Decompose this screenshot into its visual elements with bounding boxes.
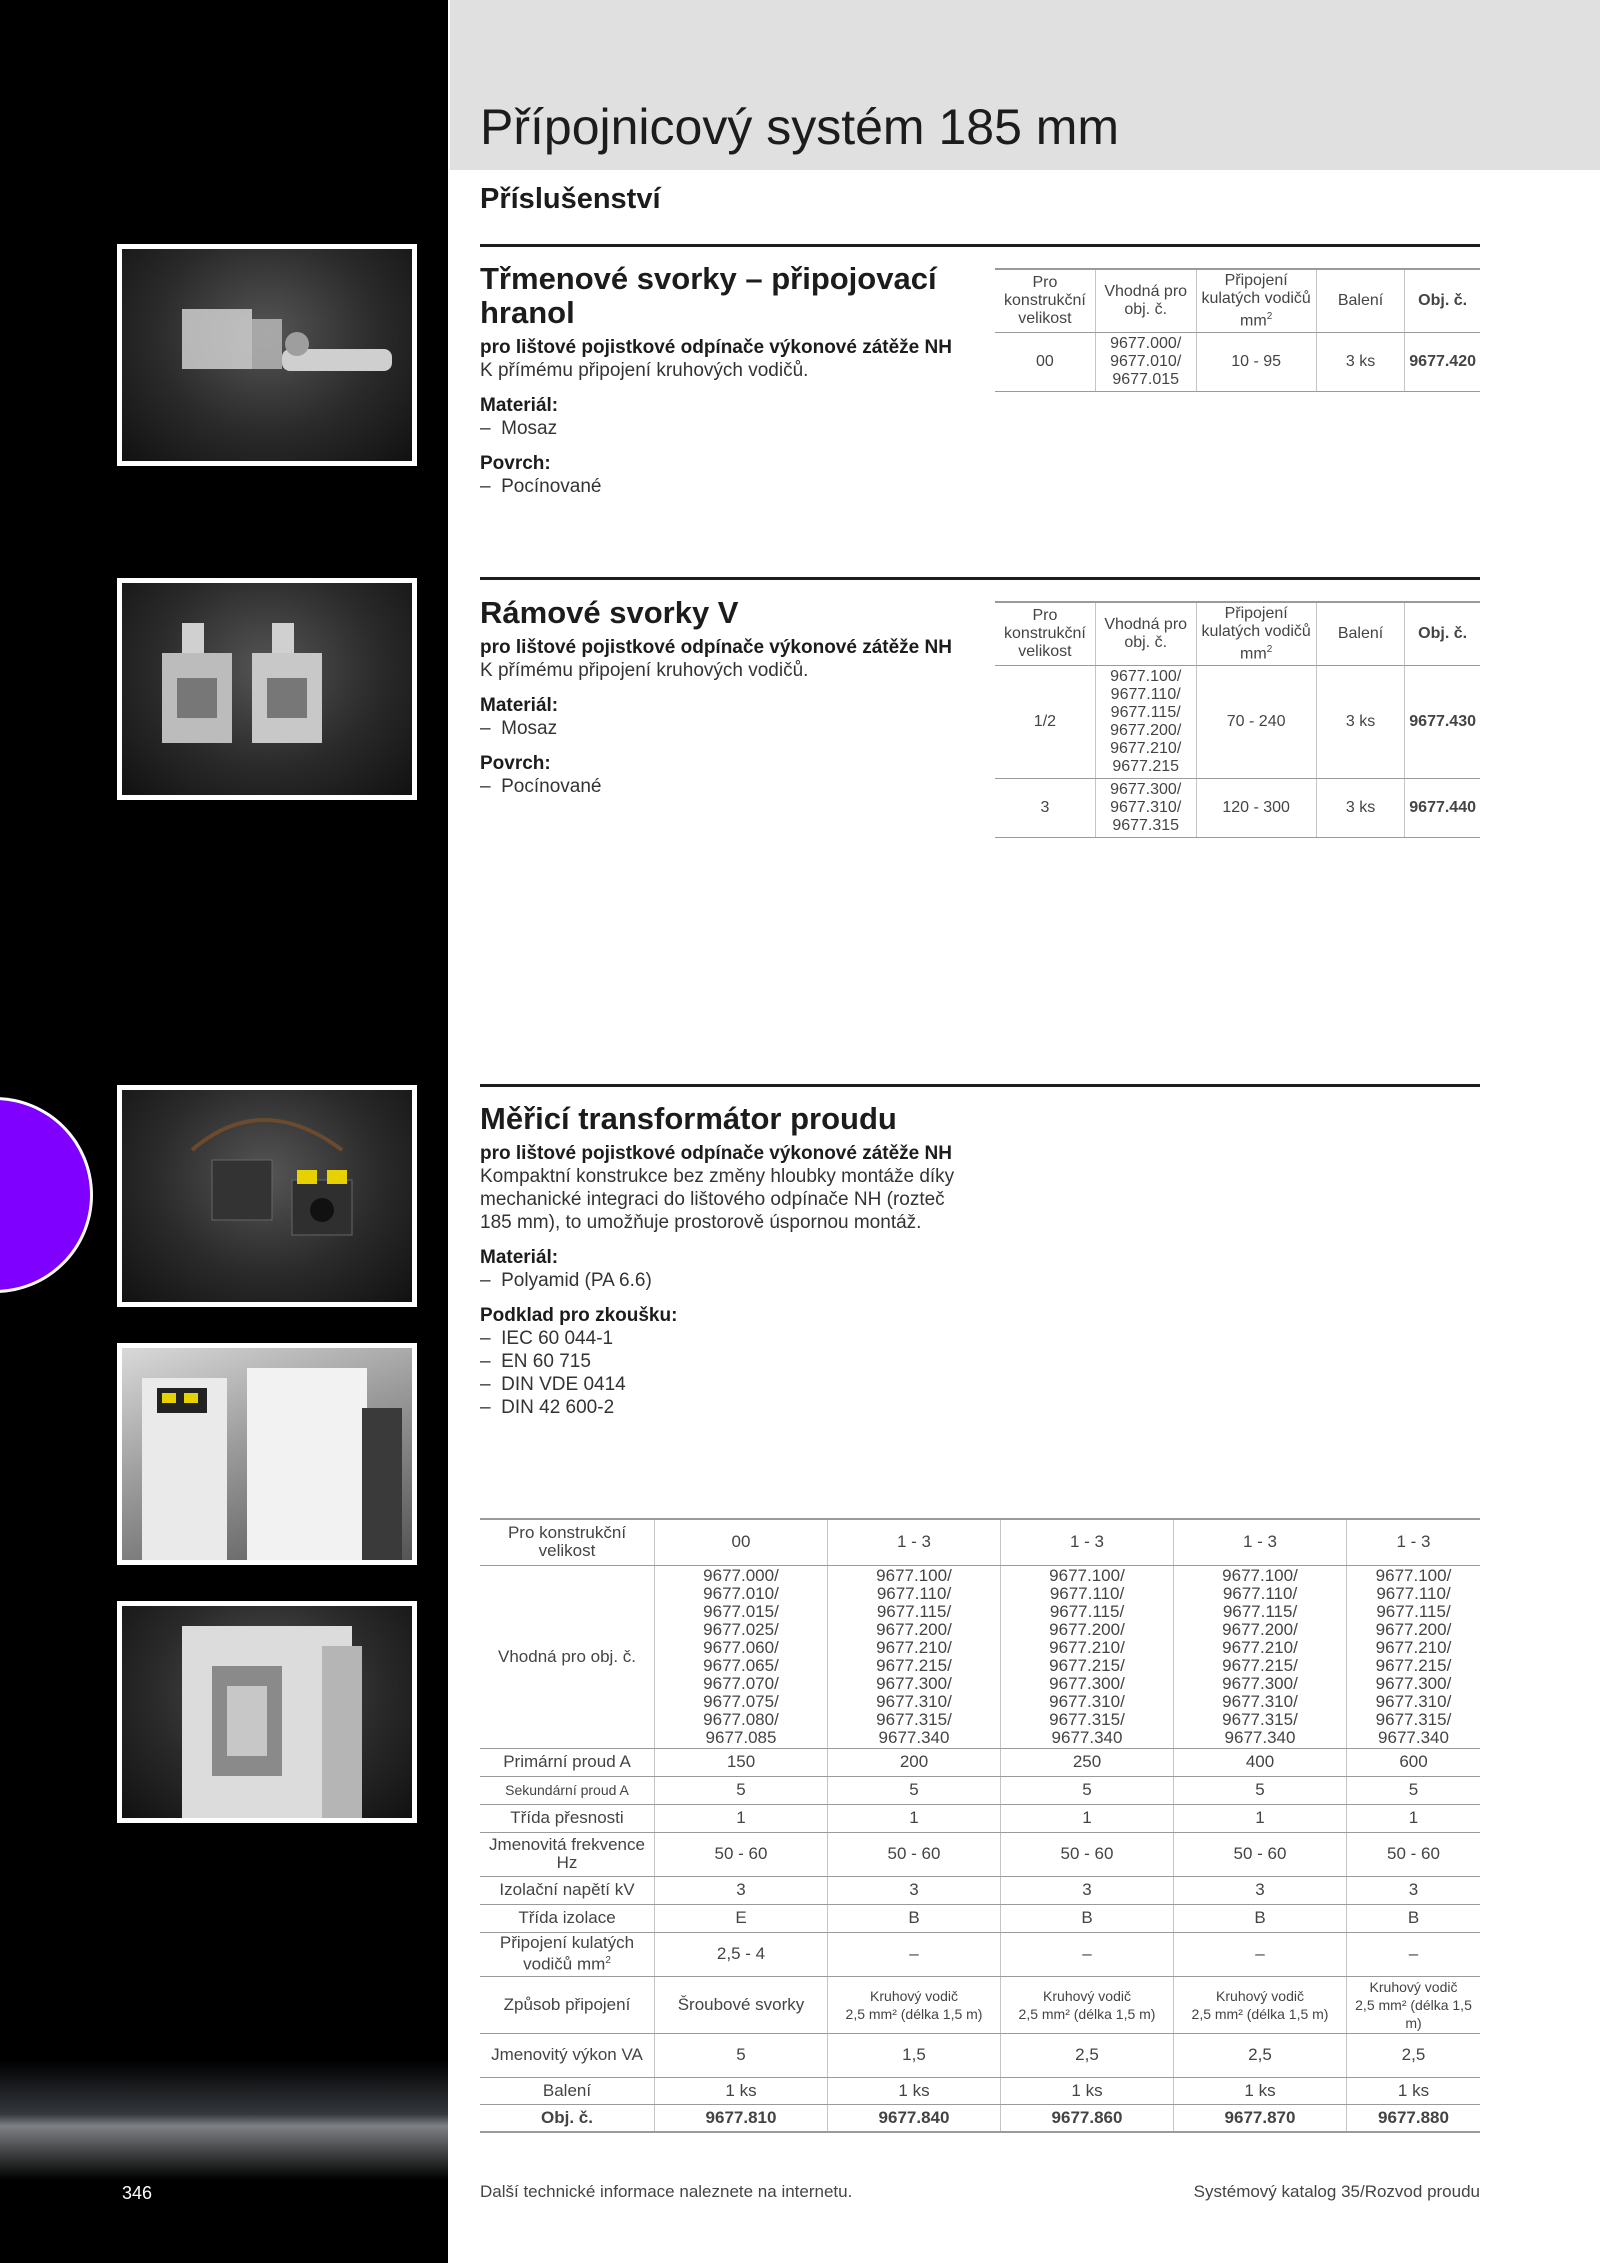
cell-pack: 3 ks <box>1316 333 1405 392</box>
page-subtitle: Příslušenství <box>480 183 661 215</box>
test-basis-label: Podklad pro zkoušku: <box>480 1305 678 1326</box>
cell-order: 9677.440 <box>1405 779 1480 838</box>
product-photo-frame-clamps <box>117 578 417 800</box>
cell-suitable: 9677.100/ 9677.110/ 9677.115/ 9677.200/ 9677.210/ 9677.215/ 9677.300/ 9677.310/ 9677.315/ 9677.340 <box>1001 1565 1174 1748</box>
material-item: – Mosaz <box>480 418 558 439</box>
page-title: Přípojnicový systém 185 mm <box>480 99 1120 155</box>
row-label: Pro konstrukční velikost <box>480 1519 655 1565</box>
cell-frequency: 50 - 60 <box>1001 1832 1174 1876</box>
cell-connection: Kruhový vodič 2,5 mm² (délka 1,5 m) <box>1174 1976 1347 2033</box>
material-label: Materiál: <box>480 1247 559 1268</box>
test-item: – IEC 60 044-1 <box>480 1328 614 1349</box>
row-label: Izolační napětí kV <box>480 1876 655 1904</box>
cell-secondary: 5 <box>1347 1776 1481 1804</box>
table-row-connection <box>480 1976 1480 2033</box>
cell-insulation-voltage: 3 <box>1347 1876 1481 1904</box>
cell-accuracy: 1 <box>655 1804 828 1832</box>
cell-pack: 1 ks <box>655 2077 828 2104</box>
cell-secondary: 5 <box>1174 1776 1347 1804</box>
cell-accuracy: 1 <box>1174 1804 1347 1832</box>
table-row-pack <box>480 2077 1480 2104</box>
table-row-secondary <box>480 1776 1480 1804</box>
cell-insulation-voltage: 3 <box>828 1876 1001 1904</box>
product-description: Kompaktní konstrukce bez změny hloubky montáže díky mechanické integraci do lištového odpínače NH (rozteč 185 mm), to umožňuje prostorově úspornou montáž. <box>480 1166 955 1233</box>
row-label: Způsob připojení <box>480 1976 655 2033</box>
cell-accuracy: 1 <box>1347 1804 1481 1832</box>
cell-pack: 1 ks <box>1001 2077 1174 2104</box>
cell-suitable: 9677.300/ 9677.310/ 9677.315 <box>1095 779 1196 838</box>
cell-order: 9677.810 <box>655 2104 828 2132</box>
cell-primary: 600 <box>1347 1748 1481 1776</box>
cell-secondary: 5 <box>1001 1776 1174 1804</box>
transformer-spec-table <box>480 1518 1480 2133</box>
cell-pack: 3 ks <box>1316 666 1405 779</box>
cell-connection: Kruhový vodič 2,5 mm² (délka 1,5 m) <box>1347 1976 1481 2033</box>
cell-connection: Kruhový vodič 2,5 mm² (délka 1,5 m) <box>828 1976 1001 2033</box>
spec-table-frame-clamps <box>995 601 1480 838</box>
table-row-size <box>480 1519 1480 1565</box>
cell-connection: 70 - 240 <box>1196 666 1316 779</box>
cell-pack: 3 ks <box>1316 779 1405 838</box>
cell-insulation-voltage: 3 <box>655 1876 828 1904</box>
table-row <box>995 333 1480 392</box>
cell-order: 9677.860 <box>1001 2104 1174 2132</box>
cell-conductor: – <box>1347 1932 1481 1976</box>
cell-suitable: 9677.100/ 9677.110/ 9677.115/ 9677.200/ 9677.210/ 9677.215/ 9677.300/ 9677.310/ 9677.315/ 9677.340 <box>1347 1565 1481 1748</box>
header-connection: Připojení kulatých vodičů $mm^2$ <box>1196 269 1316 333</box>
product-photo-disconnector-2 <box>117 1601 417 1823</box>
product-description: K přímému připojení kruhových vodičů. <box>480 360 809 381</box>
cell-size: 1/2 <box>995 666 1095 779</box>
test-item: – DIN 42 600-2 <box>480 1397 615 1418</box>
cell-pack: 1 ks <box>1174 2077 1347 2104</box>
table-row-insulation-class <box>480 1904 1480 1932</box>
table-row-conductor <box>480 1932 1480 1976</box>
cell-pack: 1 ks <box>828 2077 1001 2104</box>
cell-power: 2,5 <box>1347 2033 1481 2077</box>
cell-suitable: 9677.000/ 9677.010/ 9677.015 <box>1095 333 1196 392</box>
cell-connection: Kruhový vodič 2,5 mm² (délka 1,5 m) <box>1001 1976 1174 2033</box>
product-title: Třmenové svorky – připojovací hranol <box>480 261 937 330</box>
row-label: Balení <box>480 2077 655 2104</box>
table-row-frequency <box>480 1832 1480 1876</box>
product-block-transformer <box>480 1102 970 1419</box>
cell-insulation-voltage: 3 <box>1174 1876 1347 1904</box>
row-label: Jmenovitá frekvence Hz <box>480 1832 655 1876</box>
header-connection: Připojení kulatých vodičů $mm^2$ <box>1196 602 1316 666</box>
cell-insulation-voltage: 3 <box>1001 1876 1174 1904</box>
cell-insulation-class: B <box>828 1904 1001 1932</box>
table-header-row <box>995 269 1480 333</box>
cell-order: 9677.880 <box>1347 2104 1481 2132</box>
cell-conductor: – <box>828 1932 1001 1976</box>
table-row-suitable <box>480 1565 1480 1748</box>
material-item: – Mosaz <box>480 718 558 739</box>
cell-order: 9677.840 <box>828 2104 1001 2132</box>
cell-order: 9677.430 <box>1405 666 1480 779</box>
cell-pack: 1 ks <box>1347 2077 1481 2104</box>
cell-connection: 10 - 95 <box>1196 333 1316 392</box>
disconnector-2-image <box>122 1606 412 1818</box>
test-item: – EN 60 715 <box>480 1351 591 1372</box>
header-pack: Balení <box>1316 602 1405 666</box>
light-glow-decoration <box>0 2060 448 2180</box>
cell-suitable: 9677.100/ 9677.110/ 9677.115/ 9677.200/ 9677.210/ 9677.215/ 9677.300/ 9677.310/ 9677.315/ 9677.340 <box>1174 1565 1347 1748</box>
product-title: Měřicí transformátor proudu <box>480 1101 897 1136</box>
footer-catalog: Systémový katalog 35/Rozvod proudu <box>1193 2182 1480 2201</box>
cell-size: 1 - 3 <box>1174 1519 1347 1565</box>
product-block-clamp-block <box>480 262 980 498</box>
cell-accuracy: 1 <box>828 1804 1001 1832</box>
row-label: Primární proud A <box>480 1748 655 1776</box>
product-description: K přímému připojení kruhových vodičů. <box>480 660 809 681</box>
table-row-primary <box>480 1748 1480 1776</box>
cell-accuracy: 1 <box>1001 1804 1174 1832</box>
cell-connection: Šroubové svorky <box>655 1976 828 2033</box>
surface-label: Povrch: <box>480 453 551 474</box>
header-order: Obj. č. <box>1405 602 1480 666</box>
product-title: Rámové svorky V <box>480 595 739 630</box>
cell-power: 2,5 <box>1001 2033 1174 2077</box>
product-photo-disconnector-1 <box>117 1343 417 1565</box>
row-label: Třída izolace <box>480 1904 655 1932</box>
surface-label: Povrch: <box>480 753 551 774</box>
cell-size: 3 <box>995 779 1095 838</box>
cell-insulation-class: B <box>1347 1904 1481 1932</box>
cell-frequency: 50 - 60 <box>655 1832 828 1876</box>
table-header-row <box>995 602 1480 666</box>
cell-suitable: 9677.100/ 9677.110/ 9677.115/ 9677.200/ 9677.210/ 9677.215/ 9677.300/ 9677.310/ 9677.315/ 9677.340 <box>828 1565 1001 1748</box>
product-application: pro lištové pojistkové odpínače výkonové zátěže NH <box>480 637 952 658</box>
cell-insulation-class: B <box>1001 1904 1174 1932</box>
cell-insulation-class: E <box>655 1904 828 1932</box>
page-number: 346 <box>122 2183 153 2203</box>
cell-power: 5 <box>655 2033 828 2077</box>
cell-frequency: 50 - 60 <box>828 1832 1001 1876</box>
header-suitable: Vhodná pro obj. č. <box>1095 602 1196 666</box>
section-divider <box>480 577 1480 580</box>
cell-conductor: 2,5 - 4 <box>655 1932 828 1976</box>
cell-order: 9677.420 <box>1405 333 1480 392</box>
cell-size: 00 <box>995 333 1095 392</box>
row-label: Vhodná pro obj. č. <box>480 1565 655 1748</box>
row-label: Připojení kulatých vodičů $mm^2$ <box>480 1932 655 1976</box>
cell-frequency: 50 - 60 <box>1347 1832 1481 1876</box>
cell-secondary: 5 <box>655 1776 828 1804</box>
product-photo-clamp-block <box>117 244 417 466</box>
header-pack: Balení <box>1316 269 1405 333</box>
table-row <box>995 779 1480 838</box>
disconnector-1-image <box>122 1348 412 1560</box>
row-label: Třída přesnosti <box>480 1804 655 1832</box>
cell-size: 1 - 3 <box>1001 1519 1174 1565</box>
surface-item: – Pocínované <box>480 776 602 797</box>
product-application: pro lištové pojistkové odpínače výkonové zátěže NH <box>480 1143 952 1164</box>
table-row-order <box>480 2104 1480 2132</box>
cell-primary: 400 <box>1174 1748 1347 1776</box>
material-label: Materiál: <box>480 395 559 416</box>
cell-frequency: 50 - 60 <box>1174 1832 1347 1876</box>
material-item: – Polyamid (PA 6.6) <box>480 1270 652 1291</box>
cell-conductor: – <box>1001 1932 1174 1976</box>
product-application: pro lištové pojistkové odpínače výkonové zátěže NH <box>480 337 952 358</box>
cell-primary: 200 <box>828 1748 1001 1776</box>
cell-power: 1,5 <box>828 2033 1001 2077</box>
cell-suitable: 9677.100/ 9677.110/ 9677.115/ 9677.200/ 9677.210/ 9677.215 <box>1095 666 1196 779</box>
header-size: Pro konstrukční velikost <box>995 602 1095 666</box>
test-item: – DIN VDE 0414 <box>480 1374 626 1395</box>
cell-order: 9677.870 <box>1174 2104 1347 2132</box>
header-suitable: Vhodná pro obj. č. <box>1095 269 1196 333</box>
material-label: Materiál: <box>480 695 559 716</box>
cell-connection: 120 - 300 <box>1196 779 1316 838</box>
cell-primary: 150 <box>655 1748 828 1776</box>
table-row-insulation-voltage <box>480 1876 1480 1904</box>
cell-size: 1 - 3 <box>1347 1519 1481 1565</box>
header-order: Obj. č. <box>1405 269 1480 333</box>
table-row-power <box>480 2033 1480 2077</box>
section-divider <box>480 1084 1480 1087</box>
transformer-image <box>122 1090 412 1302</box>
cell-primary: 250 <box>1001 1748 1174 1776</box>
row-label: Obj. č. <box>480 2104 655 2132</box>
row-label: Jmenovitý výkon VA <box>480 2033 655 2077</box>
row-label: Sekundární proud A <box>480 1776 655 1804</box>
frame-clamps-image <box>122 583 412 795</box>
section-divider <box>480 244 1480 247</box>
product-block-frame-clamps <box>480 596 980 798</box>
surface-item: – Pocínované <box>480 476 602 497</box>
table-row <box>995 666 1480 779</box>
table-row-accuracy <box>480 1804 1480 1832</box>
cell-secondary: 5 <box>828 1776 1001 1804</box>
cell-conductor: – <box>1174 1932 1347 1976</box>
product-photo-transformer <box>117 1085 417 1307</box>
header-size: Pro konstrukční velikost <box>995 269 1095 333</box>
cell-suitable: 9677.000/ 9677.010/ 9677.015/ 9677.025/ 9677.060/ 9677.065/ 9677.070/ 9677.075/ 9677.080/ 9677.085 <box>655 1565 828 1748</box>
spec-table-clamp-block <box>995 268 1480 392</box>
cell-size: 00 <box>655 1519 828 1565</box>
cell-size: 1 - 3 <box>828 1519 1001 1565</box>
footer-note: Další technické informace naleznete na internetu. <box>480 2182 853 2201</box>
cell-power: 2,5 <box>1174 2033 1347 2077</box>
clamp-block-image <box>122 249 412 461</box>
cell-insulation-class: B <box>1174 1904 1347 1932</box>
